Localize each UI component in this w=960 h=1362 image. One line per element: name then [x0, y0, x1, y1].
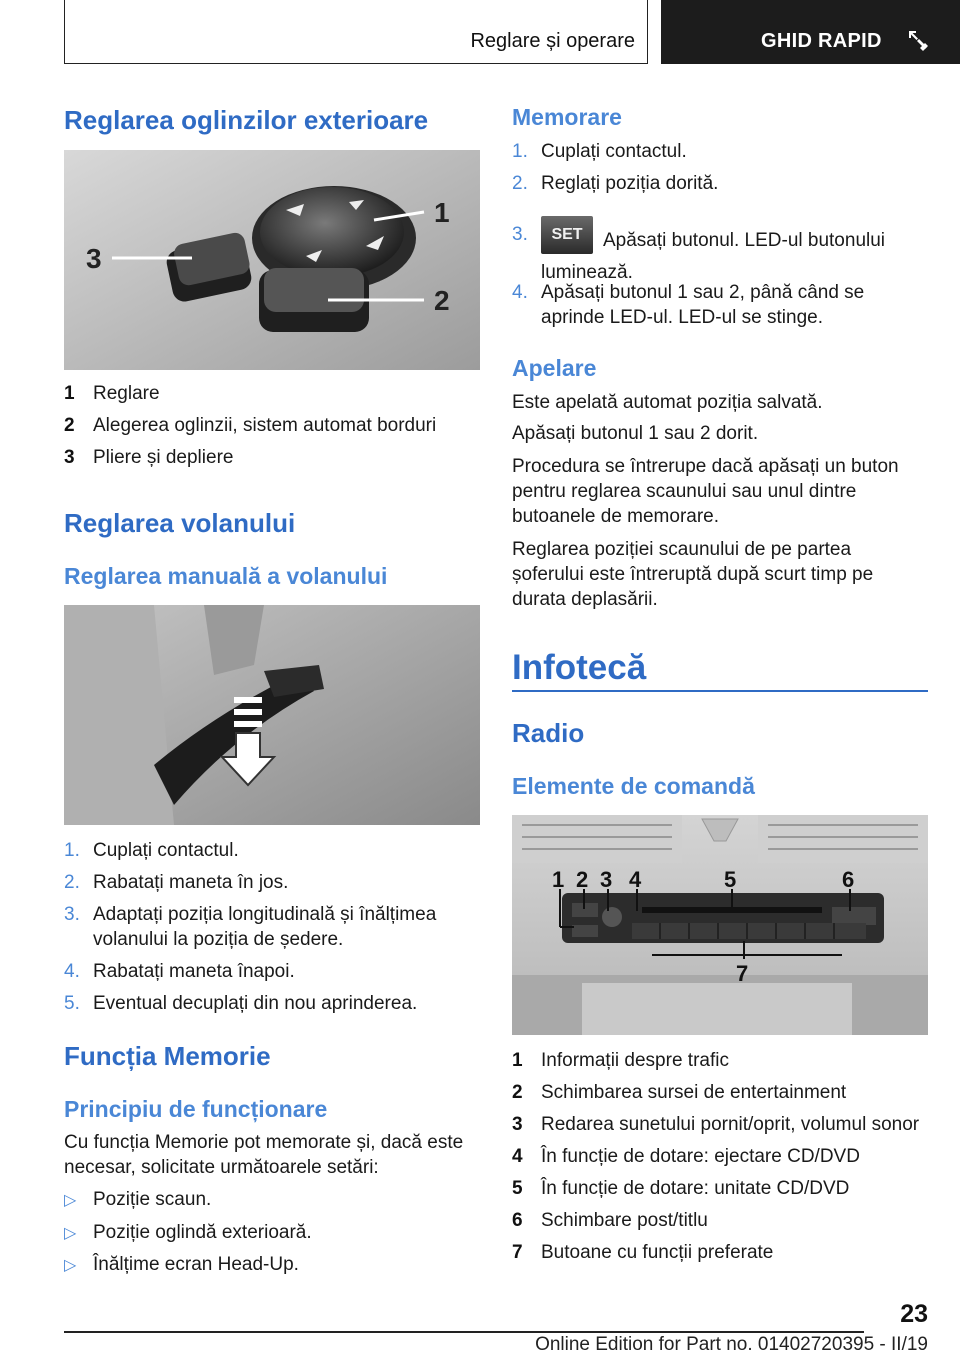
list-item: 4 În funcție de dotare: ejectare CD/DVD — [512, 1146, 860, 1167]
page-number: 23 — [900, 1300, 928, 1328]
list-item: ▷ Poziție scaun. — [64, 1187, 211, 1213]
radio-callout-3: 3 — [600, 867, 613, 892]
list-item: ▷ Poziție oglindă exterioară. — [64, 1220, 312, 1246]
header-section-title: Reglare și operare — [470, 30, 635, 52]
memory-subtitle: Principiu de funcționare — [64, 1096, 328, 1122]
list-item: 3. Adaptați poziția longitudinală și înălțimea volanului la poziția de ședere. — [64, 904, 437, 950]
store-title: Memorare — [512, 104, 622, 130]
list-item: 1. Cuplați contactul. — [64, 840, 239, 861]
mirror-callout-3: 3 — [86, 243, 102, 274]
list-item: 1 Informații despre trafic — [512, 1050, 729, 1071]
recall-paragraph: Apăsați butonul 1 sau 2 dorit. — [512, 423, 759, 444]
steering-lever-figure — [64, 605, 480, 825]
radio-callout-2: 2 — [576, 867, 589, 892]
radio-callout-5: 5 — [724, 867, 737, 892]
list-item: 6 Schimbare post/titlu — [512, 1210, 708, 1231]
quick-guide-icon — [905, 28, 931, 54]
steering-subtitle: Reglarea manuală a volanului — [64, 563, 388, 589]
list-item: 3 Pliere și depliere — [64, 447, 234, 468]
set-button-icon: SET — [541, 216, 593, 254]
list-item: 2 Alegerea oglinzii, sistem automat borduri — [64, 415, 437, 436]
quick-guide-tab[interactable] — [661, 0, 960, 64]
steering-title: Reglarea volanului — [64, 508, 296, 538]
memory-intro: Cu funcția Memorie pot memorate și, dacă este necesar, solicitate următoarele setări: — [64, 1132, 464, 1178]
triangle-bullet-icon: ▷ — [64, 1225, 77, 1242]
recall-paragraph: Este apelată automat poziția salvată. — [512, 392, 823, 413]
triangle-bullet-icon: ▷ — [64, 1192, 77, 1209]
header-bar — [64, 0, 648, 64]
list-item: 4. Rabatați maneta înapoi. — [64, 961, 295, 982]
mirror-controls-figure — [64, 150, 480, 370]
list-item: 2. Rabatați maneta în jos. — [64, 872, 289, 893]
radio-callout-4: 4 — [629, 867, 642, 892]
footer-edition: Online Edition for Part no. 01402720395 - II/19 — [535, 1334, 928, 1355]
recall-title: Apelare — [512, 355, 597, 381]
mirror-callout-2: 2 — [434, 285, 450, 316]
list-item: 2. Reglați poziția dorită. — [512, 173, 719, 194]
infotainment-title: Infotecă — [512, 648, 647, 687]
list-item: 3. SET Apăsați butonul. LED-ul butonului luminează. — [512, 222, 928, 285]
radio-controls-figure — [512, 815, 928, 1035]
recall-paragraph: Procedura se întrerupe dacă apăsați un buton pentru reglarea scaunului sau unul dintre butoanele de memorare. — [512, 456, 899, 527]
list-item: 7 Butoane cu funcții preferate — [512, 1242, 774, 1263]
controls-title: Elemente de comandă — [512, 773, 755, 799]
list-item: 4. Apăsați butonul 1 sau 2, până când se aprinde LED-ul. LED-ul se stinge. — [512, 282, 865, 328]
list-item: 5. Eventual decuplați din nou aprinderea. — [64, 993, 418, 1014]
section-divider — [512, 690, 928, 692]
mirror-callout-1: 1 — [434, 197, 450, 228]
list-item: ▷ Înălțime ecran Head-Up. — [64, 1252, 299, 1278]
list-item: 2 Schimbarea sursei de entertainment — [512, 1082, 847, 1103]
radio-title: Radio — [512, 718, 585, 748]
footer-divider — [64, 1331, 864, 1333]
quick-guide-label: GHID RAPID — [761, 30, 882, 52]
radio-callout-7: 7 — [736, 961, 749, 986]
mirrors-title: Reglarea oglinzilor exterioare — [64, 105, 429, 135]
list-item: 3 Redarea sunetului pornit/oprit, volumul sonor — [512, 1114, 920, 1135]
list-item: 5 În funcție de dotare: unitate CD/DVD — [512, 1178, 850, 1199]
radio-callout-6: 6 — [842, 867, 855, 892]
triangle-bullet-icon: ▷ — [64, 1257, 77, 1274]
recall-paragraph: Reglarea poziției scaunului de pe partea șoferului este întreruptă după scurt timp pe durata deplasării. — [512, 539, 874, 610]
list-item: 1. Cuplați contactul. — [512, 141, 687, 162]
memory-title: Funcția Memorie — [64, 1041, 271, 1071]
list-item: 1 Reglare — [64, 383, 160, 404]
radio-callout-1: 1 — [552, 867, 565, 892]
